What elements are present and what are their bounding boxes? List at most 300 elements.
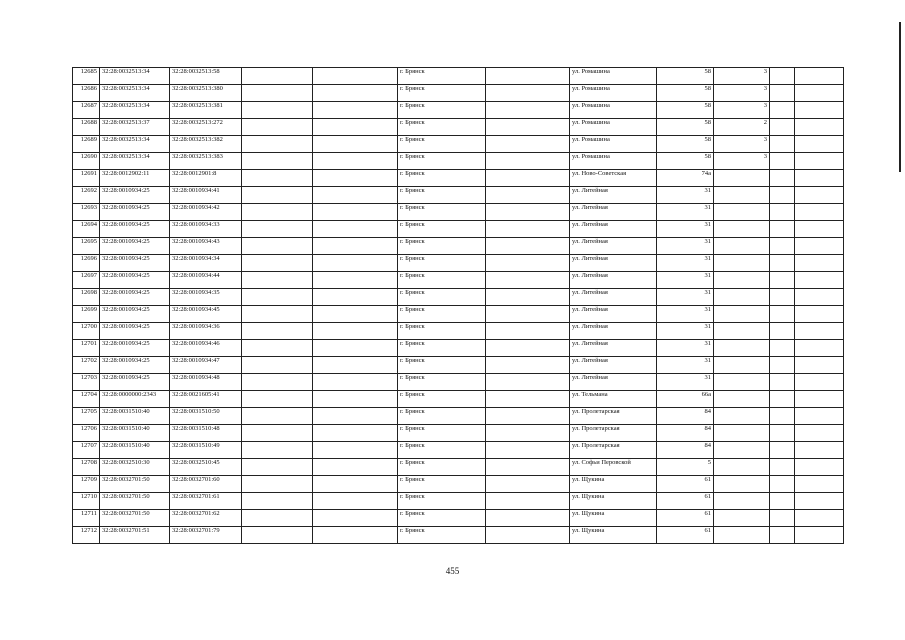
cell-empty: [486, 289, 570, 306]
cell-empty: [770, 306, 795, 323]
cell-city: г. Брянск: [398, 459, 486, 476]
cell-empty: [770, 255, 795, 272]
cell-empty: [770, 85, 795, 102]
cell-apartment: 3: [714, 153, 770, 170]
cell-street: ул. Щукина: [570, 476, 657, 493]
cell-building-cadastral-number: 32:28:0032513:34: [100, 153, 170, 170]
cell-empty: [486, 476, 570, 493]
cell-empty: [242, 476, 313, 493]
cell-premise-cadastral-number: 32:28:0031510:49: [170, 442, 242, 459]
cell-building-cadastral-number: 32:28:0010934:25: [100, 357, 170, 374]
cell-row-number: 12704: [73, 391, 100, 408]
cell-empty: [770, 119, 795, 136]
cell-empty: [795, 204, 844, 221]
table-row: [73, 323, 844, 340]
cell-empty: [313, 119, 398, 136]
cell-premise-cadastral-number: 32:28:0010934:47: [170, 357, 242, 374]
cell-row-number: 12711: [73, 510, 100, 527]
cell-apartment: [714, 340, 770, 357]
cell-city: г. Брянск: [398, 442, 486, 459]
cell-row-number: 12698: [73, 289, 100, 306]
cell-premise-cadastral-number: 32:28:0032701:61: [170, 493, 242, 510]
cell-empty: [242, 306, 313, 323]
cell-row-number: 12687: [73, 102, 100, 119]
cell-row-number: 12696: [73, 255, 100, 272]
cell-building-cadastral-number: 32:28:0000000:2343: [100, 391, 170, 408]
cell-street: ул. Литейная: [570, 306, 657, 323]
cell-empty: [242, 289, 313, 306]
table-row: [73, 136, 844, 153]
cell-premise-cadastral-number: 32:28:0032513:380: [170, 85, 242, 102]
cell-apartment: [714, 391, 770, 408]
cell-empty: [795, 493, 844, 510]
cell-house-number: 58: [657, 68, 714, 85]
cell-city: г. Брянск: [398, 85, 486, 102]
cell-empty: [313, 459, 398, 476]
cell-apartment: [714, 459, 770, 476]
cell-empty: [795, 170, 844, 187]
cell-street: ул. Литейная: [570, 272, 657, 289]
cell-empty: [770, 153, 795, 170]
cell-city: г. Брянск: [398, 153, 486, 170]
table-row: [73, 289, 844, 306]
cell-empty: [770, 272, 795, 289]
cell-street: ул. Тельмана: [570, 391, 657, 408]
cell-house-number: 84: [657, 408, 714, 425]
cell-empty: [770, 357, 795, 374]
cell-empty: [486, 255, 570, 272]
cell-city: г. Брянск: [398, 68, 486, 85]
cell-empty: [242, 357, 313, 374]
cell-building-cadastral-number: 32:28:0010934:25: [100, 289, 170, 306]
cell-city: г. Брянск: [398, 510, 486, 527]
cell-house-number: 61: [657, 510, 714, 527]
cell-street: ул. Литейная: [570, 289, 657, 306]
cell-empty: [795, 374, 844, 391]
cell-empty: [795, 272, 844, 289]
cell-premise-cadastral-number: 32:28:0010934:34: [170, 255, 242, 272]
cell-apartment: [714, 442, 770, 459]
table-row: [73, 170, 844, 187]
cell-street: ул. Литейная: [570, 187, 657, 204]
cell-house-number: 61: [657, 527, 714, 544]
cell-empty: [242, 527, 313, 544]
cell-empty: [486, 238, 570, 255]
cell-empty: [313, 476, 398, 493]
cell-empty: [486, 357, 570, 374]
cell-empty: [242, 391, 313, 408]
cell-empty: [242, 340, 313, 357]
cell-premise-cadastral-number: 32:28:0032513:58: [170, 68, 242, 85]
cell-empty: [770, 510, 795, 527]
cell-building-cadastral-number: 32:28:0010934:25: [100, 323, 170, 340]
cell-empty: [770, 340, 795, 357]
cell-city: г. Брянск: [398, 527, 486, 544]
cell-empty: [770, 323, 795, 340]
cell-empty: [486, 204, 570, 221]
cell-empty: [313, 68, 398, 85]
cell-empty: [242, 119, 313, 136]
cell-empty: [486, 527, 570, 544]
table-row: [73, 255, 844, 272]
cell-empty: [242, 459, 313, 476]
cell-house-number: 5: [657, 459, 714, 476]
cell-empty: [313, 221, 398, 238]
cell-premise-cadastral-number: 32:28:0032513:272: [170, 119, 242, 136]
cell-building-cadastral-number: 32:28:0012902:11: [100, 170, 170, 187]
cell-apartment: [714, 323, 770, 340]
cell-house-number: 31: [657, 255, 714, 272]
cell-row-number: 12707: [73, 442, 100, 459]
cell-city: г. Брянск: [398, 221, 486, 238]
cell-city: г. Брянск: [398, 425, 486, 442]
cell-row-number: 12703: [73, 374, 100, 391]
cell-empty: [795, 510, 844, 527]
cell-empty: [242, 323, 313, 340]
cell-street: ул. Софьи Перовской: [570, 459, 657, 476]
cell-empty: [770, 425, 795, 442]
cell-premise-cadastral-number: 32:28:0032701:62: [170, 510, 242, 527]
cell-house-number: 84: [657, 425, 714, 442]
table-row: [73, 153, 844, 170]
cell-apartment: [714, 357, 770, 374]
cell-premise-cadastral-number: 32:28:0032510:45: [170, 459, 242, 476]
cell-city: г. Брянск: [398, 374, 486, 391]
cell-building-cadastral-number: 32:28:0032513:34: [100, 68, 170, 85]
cell-empty: [486, 102, 570, 119]
cell-house-number: 58: [657, 85, 714, 102]
cell-empty: [313, 255, 398, 272]
cell-city: г. Брянск: [398, 323, 486, 340]
cell-house-number: 61: [657, 493, 714, 510]
cell-building-cadastral-number: 32:28:0010934:25: [100, 340, 170, 357]
cell-premise-cadastral-number: 32:28:0010934:48: [170, 374, 242, 391]
cell-building-cadastral-number: 32:28:0031510:40: [100, 425, 170, 442]
cell-row-number: 12694: [73, 221, 100, 238]
cell-empty: [242, 68, 313, 85]
cell-house-number: 31: [657, 374, 714, 391]
cell-premise-cadastral-number: 32:28:0010934:33: [170, 221, 242, 238]
cell-building-cadastral-number: 32:28:0031510:40: [100, 442, 170, 459]
table-row: [73, 272, 844, 289]
cell-building-cadastral-number: 32:28:0010934:25: [100, 306, 170, 323]
cell-street: ул. Ромашина: [570, 153, 657, 170]
cell-empty: [313, 374, 398, 391]
cell-row-number: 12688: [73, 119, 100, 136]
cell-apartment: [714, 170, 770, 187]
cell-city: г. Брянск: [398, 204, 486, 221]
cell-building-cadastral-number: 32:28:0010934:25: [100, 255, 170, 272]
cell-empty: [486, 493, 570, 510]
cell-empty: [313, 102, 398, 119]
cell-premise-cadastral-number: 32:28:0031510:50: [170, 408, 242, 425]
cell-city: г. Брянск: [398, 136, 486, 153]
cell-empty: [770, 527, 795, 544]
cell-apartment: [714, 527, 770, 544]
cell-apartment: [714, 238, 770, 255]
cell-empty: [770, 238, 795, 255]
cell-building-cadastral-number: 32:28:0010934:25: [100, 221, 170, 238]
cell-city: г. Брянск: [398, 119, 486, 136]
cell-premise-cadastral-number: 32:28:0010934:36: [170, 323, 242, 340]
cell-empty: [486, 391, 570, 408]
cell-empty: [486, 221, 570, 238]
cell-city: г. Брянск: [398, 391, 486, 408]
cell-apartment: [714, 272, 770, 289]
cell-apartment: [714, 306, 770, 323]
table-row: [73, 238, 844, 255]
cell-empty: [313, 340, 398, 357]
cell-building-cadastral-number: 32:28:0010934:25: [100, 374, 170, 391]
table-row: [73, 68, 844, 85]
cell-empty: [242, 493, 313, 510]
table-row: [73, 391, 844, 408]
cell-empty: [486, 425, 570, 442]
cell-empty: [242, 272, 313, 289]
cell-empty: [486, 153, 570, 170]
cell-street: ул. Ромашина: [570, 119, 657, 136]
cell-street: ул. Ромашина: [570, 85, 657, 102]
cell-row-number: 12691: [73, 170, 100, 187]
cell-empty: [770, 493, 795, 510]
cell-city: г. Брянск: [398, 102, 486, 119]
cell-empty: [770, 170, 795, 187]
cell-building-cadastral-number: 32:28:0032510:30: [100, 459, 170, 476]
cell-apartment: [714, 221, 770, 238]
cell-empty: [795, 153, 844, 170]
cell-premise-cadastral-number: 32:28:0010934:45: [170, 306, 242, 323]
cell-city: г. Брянск: [398, 340, 486, 357]
cell-empty: [313, 510, 398, 527]
cell-empty: [770, 408, 795, 425]
cell-house-number: 84: [657, 442, 714, 459]
cell-empty: [770, 459, 795, 476]
cell-street: ул. Ромашина: [570, 68, 657, 85]
table-row: [73, 476, 844, 493]
cell-building-cadastral-number: 32:28:0032513:37: [100, 119, 170, 136]
cell-apartment: 3: [714, 85, 770, 102]
cell-city: г. Брянск: [398, 306, 486, 323]
cell-apartment: [714, 255, 770, 272]
cell-empty: [795, 323, 844, 340]
cell-empty: [486, 68, 570, 85]
cell-empty: [313, 357, 398, 374]
cell-premise-cadastral-number: 32:28:0010934:43: [170, 238, 242, 255]
cell-row-number: 12685: [73, 68, 100, 85]
cell-premise-cadastral-number: 32:28:0010934:41: [170, 187, 242, 204]
cell-building-cadastral-number: 32:28:0032513:34: [100, 136, 170, 153]
cell-empty: [313, 272, 398, 289]
table-row: [73, 510, 844, 527]
cell-house-number: 31: [657, 357, 714, 374]
cell-building-cadastral-number: 32:28:0031510:40: [100, 408, 170, 425]
cell-empty: [770, 221, 795, 238]
cell-house-number: 31: [657, 272, 714, 289]
cell-empty: [242, 510, 313, 527]
cell-empty: [486, 374, 570, 391]
cell-premise-cadastral-number: 32:28:0032513:381: [170, 102, 242, 119]
cell-building-cadastral-number: 32:28:0032513:34: [100, 85, 170, 102]
cell-apartment: [714, 374, 770, 391]
table-row: [73, 459, 844, 476]
cell-empty: [313, 391, 398, 408]
cell-premise-cadastral-number: 32:28:0032513:382: [170, 136, 242, 153]
cell-empty: [313, 425, 398, 442]
cell-empty: [313, 408, 398, 425]
cell-row-number: 12705: [73, 408, 100, 425]
cell-empty: [313, 289, 398, 306]
cell-apartment: [714, 493, 770, 510]
cell-empty: [795, 187, 844, 204]
page-edge-line: [899, 22, 901, 172]
cell-empty: [242, 204, 313, 221]
cell-empty: [313, 187, 398, 204]
cell-empty: [313, 527, 398, 544]
cell-empty: [242, 153, 313, 170]
cell-street: ул. Щукина: [570, 510, 657, 527]
cell-building-cadastral-number: 32:28:0032701:50: [100, 510, 170, 527]
cell-city: г. Брянск: [398, 408, 486, 425]
table-row: [73, 340, 844, 357]
table-row: [73, 204, 844, 221]
cell-house-number: 31: [657, 238, 714, 255]
table-row: [73, 493, 844, 510]
cell-empty: [313, 204, 398, 221]
cell-empty: [795, 357, 844, 374]
cell-empty: [770, 68, 795, 85]
cell-street: ул. Литейная: [570, 221, 657, 238]
cell-building-cadastral-number: 32:28:0010934:25: [100, 238, 170, 255]
cell-street: ул. Литейная: [570, 374, 657, 391]
cell-empty: [242, 170, 313, 187]
cell-street: ул. Пролетарская: [570, 408, 657, 425]
cell-empty: [486, 119, 570, 136]
cell-empty: [795, 425, 844, 442]
page-number: 455: [445, 566, 460, 576]
cell-empty: [313, 306, 398, 323]
cell-empty: [242, 442, 313, 459]
cell-empty: [770, 391, 795, 408]
cell-street: ул. Литейная: [570, 255, 657, 272]
cell-street: ул. Пролетарская: [570, 442, 657, 459]
cell-row-number: 12695: [73, 238, 100, 255]
cell-empty: [795, 85, 844, 102]
cell-empty: [795, 408, 844, 425]
cell-house-number: 31: [657, 204, 714, 221]
cell-empty: [795, 136, 844, 153]
table-row: [73, 221, 844, 238]
table-row: [73, 527, 844, 544]
cell-building-cadastral-number: 32:28:0032701:51: [100, 527, 170, 544]
cell-empty: [770, 102, 795, 119]
cell-row-number: 12706: [73, 425, 100, 442]
table-row: [73, 85, 844, 102]
cell-city: г. Брянск: [398, 238, 486, 255]
cell-city: г. Брянск: [398, 476, 486, 493]
cell-house-number: 31: [657, 340, 714, 357]
registry-rows: [73, 68, 844, 544]
cell-empty: [770, 289, 795, 306]
cell-empty: [313, 323, 398, 340]
cell-empty: [795, 221, 844, 238]
cell-row-number: 12686: [73, 85, 100, 102]
cell-empty: [242, 187, 313, 204]
cell-house-number: 66а: [657, 391, 714, 408]
cell-row-number: 12712: [73, 527, 100, 544]
cell-house-number: 74а: [657, 170, 714, 187]
table-row: [73, 187, 844, 204]
cell-street: ул. Щукина: [570, 527, 657, 544]
cell-empty: [313, 136, 398, 153]
cell-house-number: 31: [657, 187, 714, 204]
cell-empty: [486, 340, 570, 357]
cell-empty: [795, 391, 844, 408]
cell-row-number: 12693: [73, 204, 100, 221]
cell-apartment: [714, 408, 770, 425]
cell-building-cadastral-number: 32:28:0010934:25: [100, 272, 170, 289]
cell-empty: [486, 85, 570, 102]
cell-empty: [795, 442, 844, 459]
registry-table: [72, 67, 844, 544]
cell-premise-cadastral-number: 32:28:0032513:383: [170, 153, 242, 170]
cell-empty: [242, 408, 313, 425]
cell-row-number: 12690: [73, 153, 100, 170]
cell-apartment: [714, 476, 770, 493]
table-row: [73, 408, 844, 425]
cell-building-cadastral-number: 32:28:0010934:25: [100, 204, 170, 221]
cell-house-number: 31: [657, 306, 714, 323]
cell-apartment: [714, 510, 770, 527]
cell-empty: [795, 306, 844, 323]
cell-row-number: 12699: [73, 306, 100, 323]
cell-premise-cadastral-number: 32:28:0032701:79: [170, 527, 242, 544]
cell-apartment: 3: [714, 68, 770, 85]
cell-house-number: 58: [657, 153, 714, 170]
cell-row-number: 12697: [73, 272, 100, 289]
cell-house-number: 31: [657, 221, 714, 238]
table-row: [73, 357, 844, 374]
cell-building-cadastral-number: 32:28:0032701:50: [100, 476, 170, 493]
cell-empty: [242, 425, 313, 442]
cell-empty: [486, 408, 570, 425]
cell-empty: [770, 204, 795, 221]
cell-premise-cadastral-number: 32:28:0010934:46: [170, 340, 242, 357]
cell-street: ул. Литейная: [570, 238, 657, 255]
cell-empty: [486, 306, 570, 323]
cell-row-number: 12709: [73, 476, 100, 493]
cell-empty: [313, 238, 398, 255]
cell-city: г. Брянск: [398, 187, 486, 204]
cell-empty: [486, 136, 570, 153]
cell-street: ул. Литейная: [570, 357, 657, 374]
table-row: [73, 102, 844, 119]
table-row: [73, 442, 844, 459]
cell-empty: [242, 238, 313, 255]
cell-empty: [795, 238, 844, 255]
cell-empty: [770, 442, 795, 459]
cell-city: г. Брянск: [398, 357, 486, 374]
table-row: [73, 425, 844, 442]
cell-row-number: 12702: [73, 357, 100, 374]
cell-empty: [242, 85, 313, 102]
cell-empty: [313, 493, 398, 510]
cell-empty: [242, 136, 313, 153]
cell-building-cadastral-number: 32:28:0032513:34: [100, 102, 170, 119]
cell-empty: [795, 119, 844, 136]
cell-apartment: [714, 425, 770, 442]
cell-empty: [486, 442, 570, 459]
cell-empty: [795, 68, 844, 85]
